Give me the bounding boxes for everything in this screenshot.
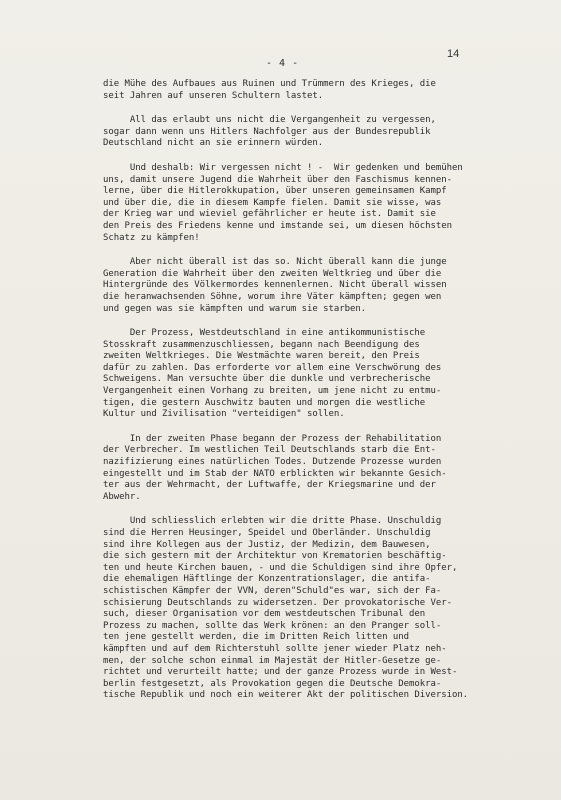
paragraph [103, 115, 543, 150]
text-line: die sich gestern mit der Architektur von Krematorien beschäftig- [103, 551, 447, 562]
text-line: die heranwachsenden Söhne, worum ihre Väter kämpften; gegen wen [103, 291, 442, 302]
text-line: Kultur und Zivilisation "verteidigen" sollen. [103, 409, 345, 420]
text-line: uns, damit unsere Jugend die Wahrheit über den Faschismus kennen- [103, 174, 452, 185]
text-line: Vergangenheit einen Vorhang zu breiten, um jene nicht zu entmu- [103, 386, 442, 397]
text-line: Der Prozess, Westdeutschland in eine antikommunistische [103, 328, 426, 339]
text-line: Und deshalb: Wir vergessen nicht ! - Wir gedenken und bemühen [103, 162, 463, 173]
text-line: men, der solche schon einmal im Majestät der Hitler-Gesetze ge- [103, 655, 442, 666]
text-line: sind die Herren Heusinger, Speidel und Oberländer. Unschuldig [103, 528, 431, 538]
text-line: sogar dann wenn uns Hitlers Nachfolger aus der Bundesrepublik [103, 126, 431, 137]
text-line: lerne, über die Hitlerokkupation, über unseren gemeinsamen Kampf [103, 186, 447, 197]
text-line: der Verbrecher. Im westlichen Teil Deutschlands starb die Ent- [103, 445, 436, 456]
text-line: sind ihre Kollegen aus der Justiz, der Medizin, dem Bauwesen, [103, 539, 431, 550]
text-line: tische Republik und noch ein weiterer Akt der politischen Diversion. [103, 690, 469, 701]
paragraph [103, 434, 543, 504]
text-line: Schatz zu kämpfen! [103, 232, 200, 243]
text-line: die Mühe des Aufbaues aus Ruinen und Trümmern des Krieges, die [103, 79, 436, 89]
document-body [103, 79, 543, 715]
text-line: Hintergründe des Völkermordes kennenlernen. Nicht überall wissen [103, 280, 447, 291]
text-line: ter aus der Wehrmacht, der Luftwaffe, der Kriegsmarine und der [103, 480, 436, 491]
text-line: Prozess zu machen, sollte das Werk krönen: an den Pranger soll- [103, 620, 442, 631]
text-line: schisierung Deutschlands zu widersetzen. Der provokatorische Ver- [103, 597, 452, 608]
page-number: - 4 - [266, 58, 299, 69]
text-line: tigen, die gestern Auschwitz bauten und morgen die westliche [103, 397, 426, 408]
paragraph [103, 516, 543, 702]
text-line: All das erlaubt uns nicht die Vergangenheit zu vergessen, [103, 115, 436, 126]
text-line: such, dieser Organisation vor dem westdeutschen Tribunal den [103, 609, 426, 620]
paragraph [103, 79, 543, 102]
text-line: Und schliesslich erlebten wir die dritte Phase. Unschuldig [103, 516, 442, 527]
text-line: kämpften und auf dem Richterstuhl sollte jener wieder Platz neh- [103, 643, 447, 654]
text-line: Deutschland nicht an sie erinnern würden. [103, 138, 324, 149]
text-line: Abwehr. [103, 491, 141, 502]
text-line: dafür zu zahlen. Das erforderte vor allem eine Verschwörung des [103, 362, 442, 373]
text-line: Stosskraft zusammenzuschliessen, begann nach Beendigung des [103, 339, 420, 350]
text-line: schistischen Kämpfer der VVN, deren"Schuld"es war, sich der Fa- [103, 585, 442, 596]
text-line: Aber nicht überall ist das so. Nicht überall kann die junge [103, 257, 447, 268]
text-line: berlin festgesetzt, als Provokation gegen die Deutsche Demokra- [103, 678, 442, 689]
paragraph [103, 328, 543, 421]
text-line: den Preis des Friedens kenne und imstande sei, um diesen höchsten [103, 220, 452, 231]
text-line: In der zweiten Phase begann der Prozess der Rehabilitation [103, 433, 442, 444]
text-line: Schweigens. Man versuchte über die dunkle und verbrecherische [103, 374, 431, 385]
text-line: die ehemaligen Häftlinge der Konzentrationslager, die antifa- [103, 574, 431, 585]
text-line: und gegen was sie kämpften und warum sie starben. [103, 303, 367, 314]
text-line: ten und heute Kirchen bauen, - und die Schuldigen sind ihre Opfer, [103, 562, 458, 573]
paragraph [103, 163, 543, 244]
text-line: nazifizierung eines natürlichen Todes. Dutzende Prozesse wurden [103, 457, 442, 468]
text-line: und über die, die in diesem Kampfe fielen. Damit sie wisse, was [103, 197, 442, 208]
text-line: Generation die Wahrheit über den zweiten Weltkrieg und über die [103, 268, 442, 279]
text-line: seit Jahren auf unseren Schultern lastet. [103, 90, 324, 101]
text-line: richtet und verurteilt hatte; und der ganze Prozess wurde in West- [103, 667, 458, 678]
text-line: zweiten Weltkrieges. Die Westmächte waren bereit, den Preis [103, 351, 420, 362]
text-line: der Krieg war und wieviel gefährlicher er heute ist. Damit sie [103, 209, 436, 220]
text-line: eingestellt und im Stab der NATO erblickten wir bekannte Gesich- [103, 468, 447, 479]
paragraph [103, 257, 543, 315]
folio-number: 14 [447, 48, 460, 60]
text-line: ten jene gestellt werden, die im Dritten Reich litten und [103, 632, 410, 643]
